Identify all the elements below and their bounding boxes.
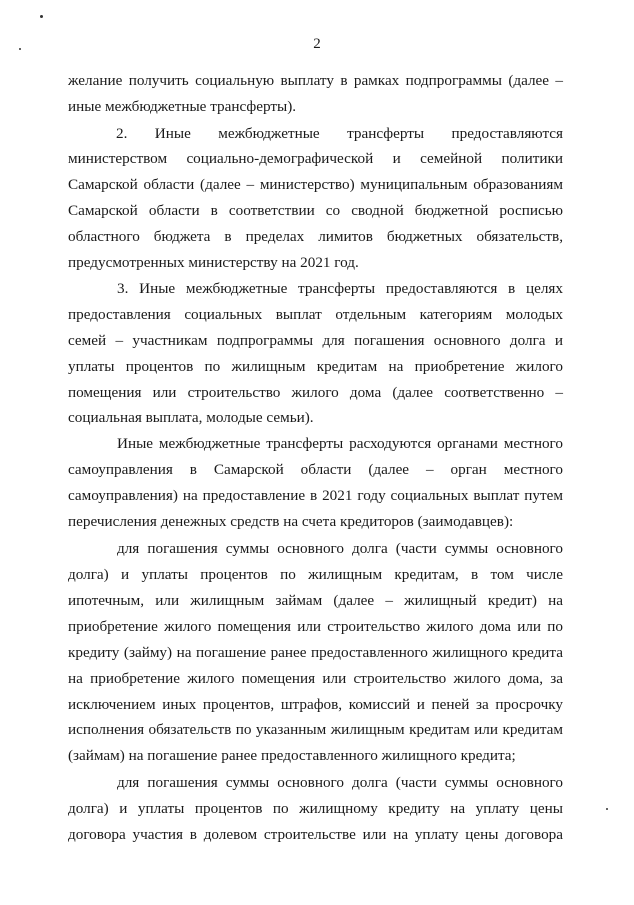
text-line: 2. Иные межбюджетные трансферты предоставляются [116,125,563,142]
text-line: 3. Иные межбюджетные трансферты предоставляются в целях [117,280,563,297]
text-line: самоуправления в Самарской области (далее – орган местного [68,461,563,478]
text-line: приобретение жилого помещения или строительство жилого дома или по [68,618,563,635]
text-line: для погашения суммы основного долга (части суммы основного [117,540,563,557]
text-line: желание получить социальную выплату в рамках подпрограммы (далее – [68,72,563,89]
scan-speck [606,808,608,810]
text-line: исполнения обязательств по указанным жилищным кредитам или кредитам [68,721,563,738]
scan-speck [19,48,21,50]
text-line: помещения или строительство жилого дома (далее соответственно – [68,384,563,401]
text-line: иные межбюджетные трансферты). [68,98,297,115]
text-line: (займам) на погашение ранее предоставленного жилищного кредита; [68,747,516,764]
text-line: исключением иных процентов, штрафов, комиссий и пеней за просрочку [68,696,563,713]
text-line: долга) и уплаты процентов по жилищному кредиту на уплату цены [68,800,563,817]
text-line: предусмотренных министерству на 2021 год. [68,254,359,271]
text-line: областного бюджета в пределах лимитов бюджетных обязательств, [68,228,563,245]
text-line: социальная выплата, молодые семьи). [68,409,314,426]
page-number: 2 [313,36,321,52]
scan-speck [40,15,43,18]
text-line: самоуправления) на предоставление в 2021 году социальных выплат путем [68,487,563,504]
text-line: кредиту (займу) на погашение ранее предоставленного жилищного кредита [68,644,563,661]
text-line: министерством социально-демографической и семейной политики [68,150,563,167]
text-line: на приобретение жилого помещения или строительство жилого дома, за [68,670,563,687]
text-line: уплаты процентов по жилищным кредитам на приобретение жилого [68,358,563,375]
text-line: Самарской области (далее – министерство) муниципальным образованиям [68,176,563,193]
text-line: договора участия в долевом строительстве или на уплату цены договора [68,826,563,843]
text-line: Самарской области в соответствии со сводной бюджетной росписью [68,202,563,219]
text-line: для погашения суммы основного долга (части суммы основного [117,774,563,791]
text-line: Иные межбюджетные трансферты расходуются органами местного [117,435,563,452]
text-line: перечисления денежных средств на счета кредиторов (заимодавцев): [68,513,514,530]
text-line: долга) и уплаты процентов по жилищным кредитам, в том числе [68,566,563,583]
text-line: семей – участникам подпрограммы для погашения основного долга и [68,332,563,349]
text-line: ипотечным, или жилищным займам (далее – жилищный кредит) на [68,592,563,609]
text-line: предоставления социальных выплат отдельным категориям молодых [68,306,563,323]
